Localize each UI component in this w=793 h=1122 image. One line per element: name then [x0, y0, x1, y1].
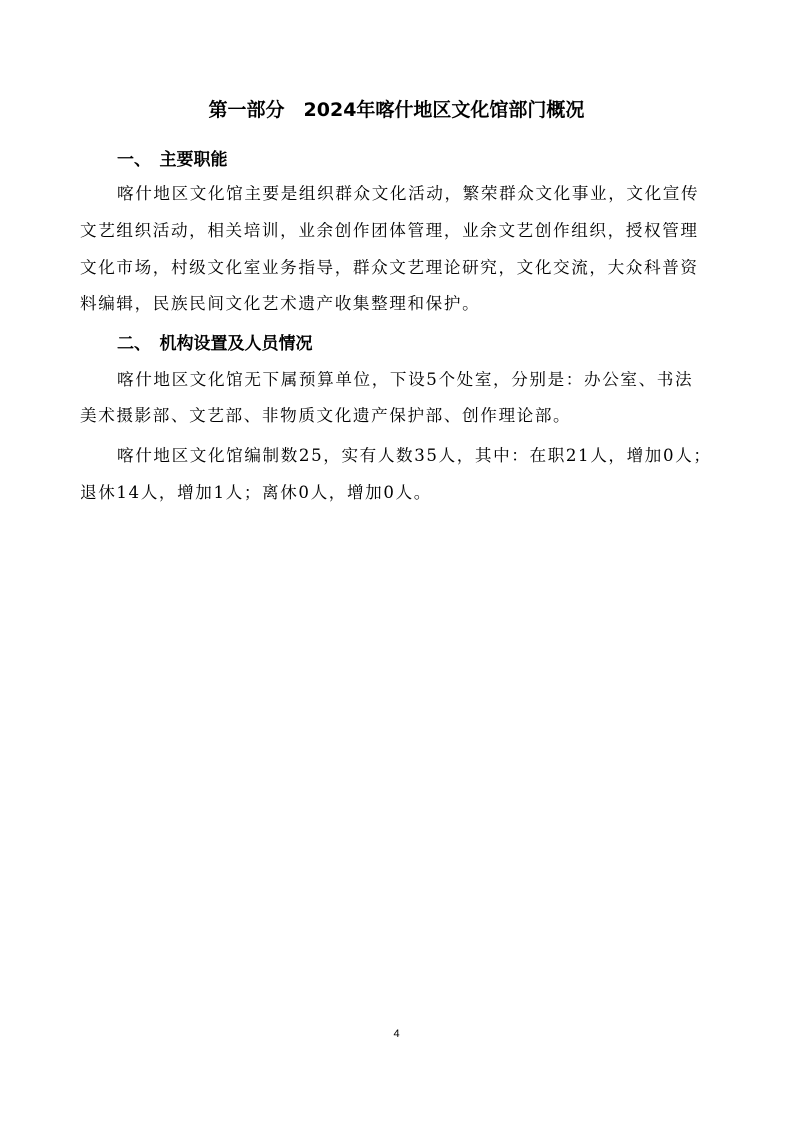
page-title: 第一部分 2024年喀什地区文化馆部门概况 [208, 99, 585, 121]
text-line: 文化市场，村级文化室业务指导，群众文艺理论研究，文化交流，大众科普资 [80, 258, 699, 277]
text-line: 喀什地区文化馆主要是组织群众文化活动，繁荣群众文化事业，文化宣传 [117, 184, 700, 203]
section-heading-main-functions: 一、 主要职能 [117, 150, 228, 170]
text-line: 料编辑，民族民间文化艺术遗产收集整理和保护。 [80, 294, 481, 313]
text-line: 喀什地区文化馆无下属预算单位，下设5个处室，分别是：办公室、书法 [117, 370, 694, 389]
text-line: 美术摄影部、文艺部、非物质文化遗产保护部、创作理论部。 [80, 406, 572, 425]
text-line: 退休14人，增加1人；离休0人，增加0人。 [80, 483, 432, 502]
section-heading-organization-staff: 二、 机构设置及人员情况 [117, 334, 313, 354]
text-line: 喀什地区文化馆编制数25，实有人数35人，其中：在职21人，增加0人； [117, 446, 712, 465]
text-line: 文艺组织活动，相关培训，业余创作团体管理，业余文艺创作组织，授权管理 [80, 221, 699, 240]
page-number: 4 [393, 1028, 400, 1040]
